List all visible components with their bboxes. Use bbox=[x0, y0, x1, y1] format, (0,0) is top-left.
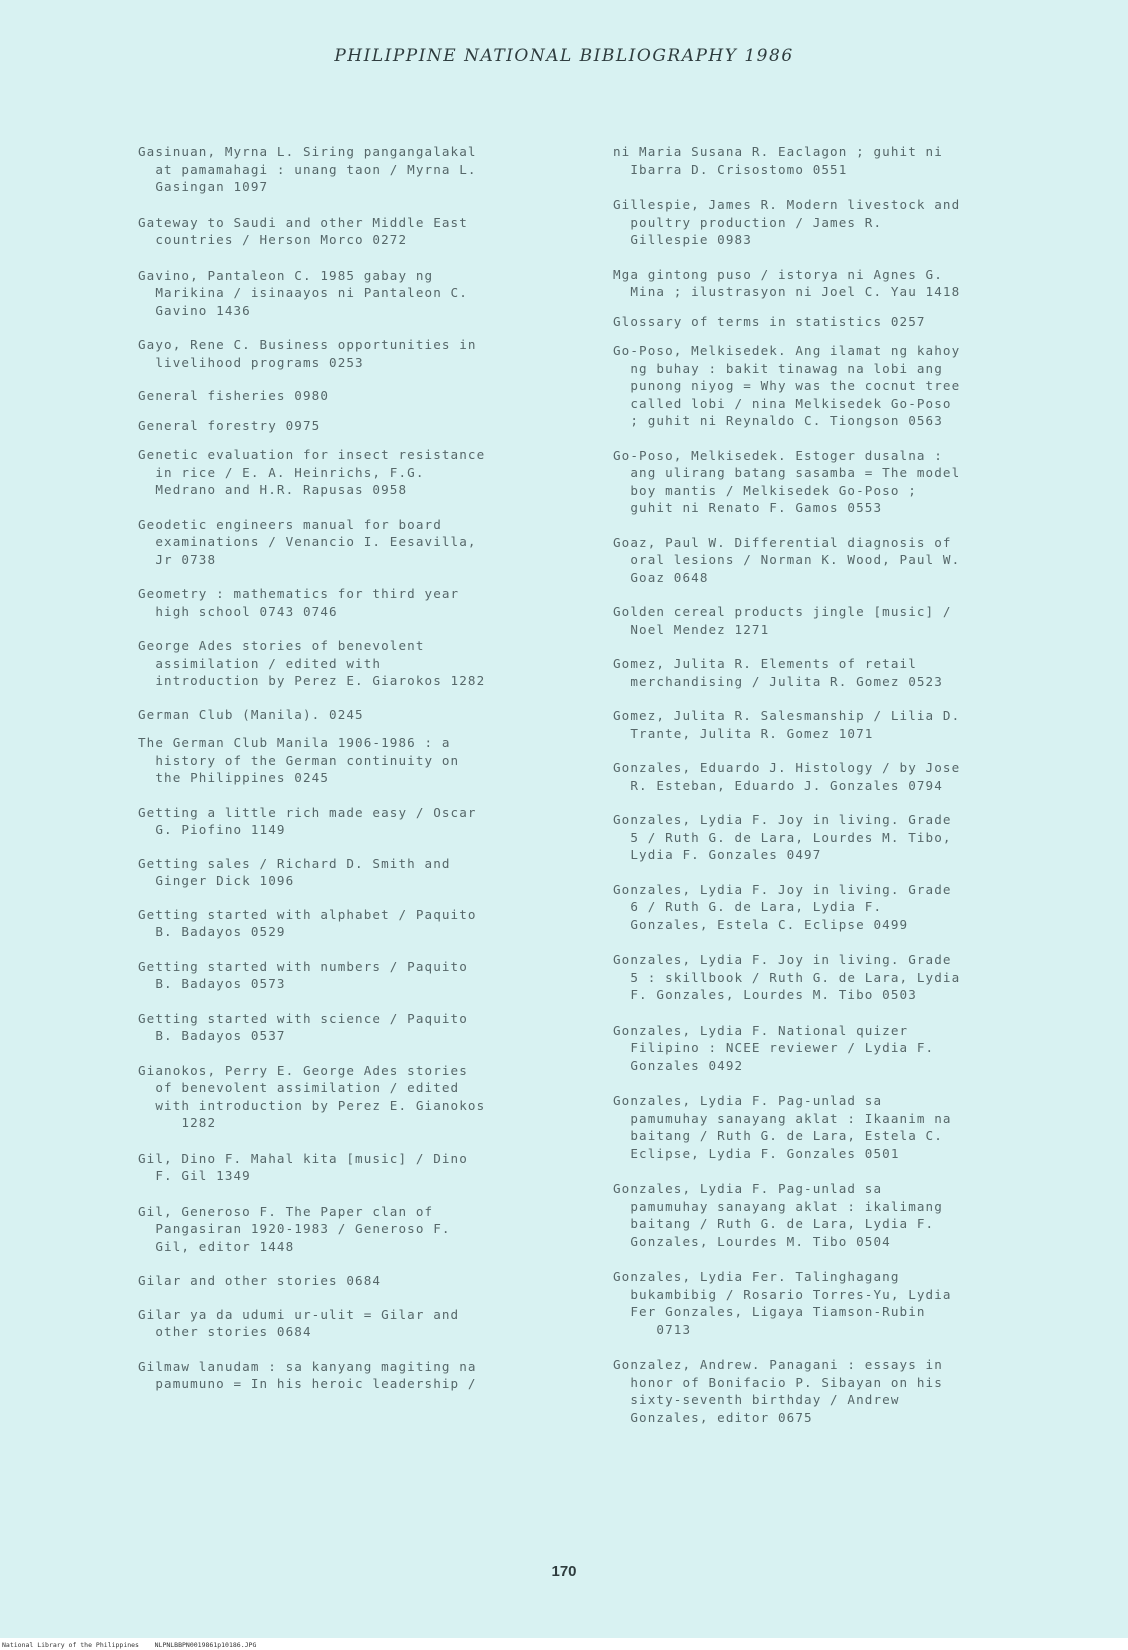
bibliography-entry: Gilmaw lanudam : sa kanyang magiting na pamumuno = In his heroic leadership / bbox=[138, 1358, 477, 1391]
bibliography-entry: Gilar and other stories 0684 bbox=[138, 1273, 382, 1288]
bibliography-entry: Glossary of terms in statistics 0257 bbox=[613, 313, 926, 329]
left-column bbox=[138, 143, 558, 1393]
bibliography-entry: German Club (Manila). 0245 bbox=[138, 706, 364, 722]
bibliography-entry: Gomez, Julita R. Salesmanship / Lilia D. Trante, Julita R. Gomez 1071 bbox=[613, 708, 961, 741]
right-column bbox=[613, 143, 1043, 1426]
bibliography-entry: Gonzales, Lydia F. Pag-unlad sa pamumuhay sanayang aklat : Ikaanim na baitang / Ruth G. de Lara, Estela C. Eclipse, Lydia F. Gonzales 0501 bbox=[613, 1093, 952, 1161]
page-title: PHILIPPINE NATIONAL BIBLIOGRAPHY 1986 bbox=[334, 46, 794, 66]
bibliography-entry: Getting started with alphabet / Paquito B. Badayos 0529 bbox=[138, 906, 477, 939]
bibliography-entry: Gayo, Rene C. Business opportunities in livelihood programs 0253 bbox=[138, 337, 477, 370]
bibliography-entry: ni Maria Susana R. Eaclagon ; guhit ni Ibarra D. Crisostomo 0551 bbox=[613, 144, 943, 177]
footer-caption: National Library of the Philippines NLPNLBBPN0019861p10186.JPG bbox=[2, 1641, 257, 1649]
page-number: 170 bbox=[551, 1563, 577, 1580]
bibliography-entry: Getting a little rich made easy / Oscar G. Piofino 1149 bbox=[138, 804, 477, 837]
bibliography-entry: George Ades stories of benevolent assimilation / edited with introduction by Perez E. Giarokos 1282 bbox=[138, 638, 486, 688]
bibliography-entry: Gateway to Saudi and other Middle East countries / Herson Morco 0272 bbox=[138, 214, 468, 247]
bibliography-entry: Geodetic engineers manual for board examinations / Venancio I. Eesavilla, Jr 0738 bbox=[138, 516, 477, 567]
bibliography-entry: Gonzalez, Andrew. Panagani : essays in honor of Bonifacio P. Sibayan on his sixty-seventh birthday / Andrew Gonzales, editor 0675 bbox=[613, 1357, 943, 1425]
bibliography-entry: Goaz, Paul W. Differential diagnosis of oral lesions / Norman K. Wood, Paul W. Goaz 0648 bbox=[613, 534, 961, 585]
bibliography-entry: Gonzales, Lydia F. Pag-unlad sa pamumuhay sanayang aklat : ikalimang baitang / Ruth G. de Lara, Lydia F. Gonzales, Lourdes M. Tibo 0504 bbox=[613, 1181, 943, 1249]
bibliography-entry: General fisheries 0980 bbox=[138, 388, 330, 403]
bibliography-entry: Gonzales, Lydia F. Joy in living. Grade 5 / Ruth G. de Lara, Lourdes M. Tibo, Lydia F. Gonzales 0497 bbox=[613, 812, 952, 862]
bibliography-entry: Go-Poso, Melkisedek. Estoger dusalna : ang ulirang batang sasamba = The model boy mantis / Melkisedek Go-Poso ; guhit ni Renato F. Gamos 0553 bbox=[613, 447, 961, 515]
bibliography-entry: Geometry : mathematics for third year high school 0743 0746 bbox=[138, 586, 460, 619]
bibliography-entry: Genetic evaluation for insect resistance in rice / E. A. Heinrichs, F.G. Medrano and H.R. Rapusas 0958 bbox=[138, 447, 486, 497]
bibliography-entry: Getting sales / Richard D. Smith and Ginger Dick 1096 bbox=[138, 855, 451, 888]
bibliography-entry: General forestry 0975 bbox=[138, 417, 321, 433]
bibliography-entry: Gonzales, Lydia F. Joy in living. Grade 5 : skillbook / Ruth G. de Lara, Lydia F. Gonzales, Lourdes M. Tibo 0503 bbox=[613, 952, 961, 1002]
bibliography-entry: Gil, Dino F. Mahal kita [music] / Dino F. Gil 1349 bbox=[138, 1150, 468, 1183]
bibliography-entry: Gavino, Pantaleon C. 1985 gabay ng Marikina / isinaayos ni Pantaleon C. Gavino 1436 bbox=[138, 267, 468, 318]
bibliography-entry: Gil, Generoso F. The Paper clan of Pangasiran 1920-1983 / Generoso F. Gil, editor 1448 bbox=[138, 1203, 451, 1254]
bibliography-entry: Gianokos, Perry E. George Ades stories of benevolent assimilation / edited with introduction by Perez E. Gianokos 1282 bbox=[138, 1062, 486, 1130]
bibliography-entry: Gillespie, James R. Modern livestock and poultry production / James R. Gillespie 0983 bbox=[613, 197, 961, 247]
bibliography-entry: Gonzales, Lydia F. National quizer Filipino : NCEE reviewer / Lydia F. Gonzales 0492 bbox=[613, 1022, 935, 1073]
bibliography-entry: Getting started with science / Paquito B. Badayos 0537 bbox=[138, 1010, 468, 1043]
bibliography-entry: Getting started with numbers / Paquito B. Badayos 0573 bbox=[138, 958, 468, 991]
bibliography-entry: Gasinuan, Myrna L. Siring pangangalakal at pamamahagi : unang taon / Myrna L. Gasingan 1097 bbox=[138, 144, 477, 194]
bibliography-entry: Go-Poso, Melkisedek. Ang ilamat ng kahoy ng buhay : bakit tinawag na lobi ang punong niyog = Why was the cocnut tree called lobi / nina Melkisedek Go-Poso ; guhit ni Reynaldo C. Tiongson 0563 bbox=[613, 343, 961, 428]
bibliography-entry: Gonzales, Lydia Fer. Talinghagang bukambibig / Rosario Torres-Yu, Lydia Fer Gonzales, Ligaya Tiamson-Rubin 0713 bbox=[613, 1269, 952, 1337]
bibliography-entry: Mga gintong puso / istorya ni Agnes G. Mina ; ilustrasyon ni Joel C. Yau 1418 bbox=[613, 266, 961, 299]
bibliography-entry: Gonzales, Eduardo J. Histology / by Jose R. Esteban, Eduardo J. Gonzales 0794 bbox=[613, 760, 961, 793]
bibliography-entry: Gomez, Julita R. Elements of retail merchandising / Julita R. Gomez 0523 bbox=[613, 656, 943, 689]
bibliography-entry: Gilar ya da udumi ur-ulit = Gilar and other stories 0684 bbox=[138, 1306, 460, 1339]
bibliography-entry: The German Club Manila 1906-1986 : a history of the German continuity on the Philippines 0245 bbox=[138, 735, 460, 785]
bibliography-entry: Gonzales, Lydia F. Joy in living. Grade 6 / Ruth G. de Lara, Lydia F. Gonzales, Estela C. Eclipse 0499 bbox=[613, 881, 952, 932]
bibliography-entry: Golden cereal products jingle [music] / Noel Mendez 1271 bbox=[613, 604, 952, 637]
